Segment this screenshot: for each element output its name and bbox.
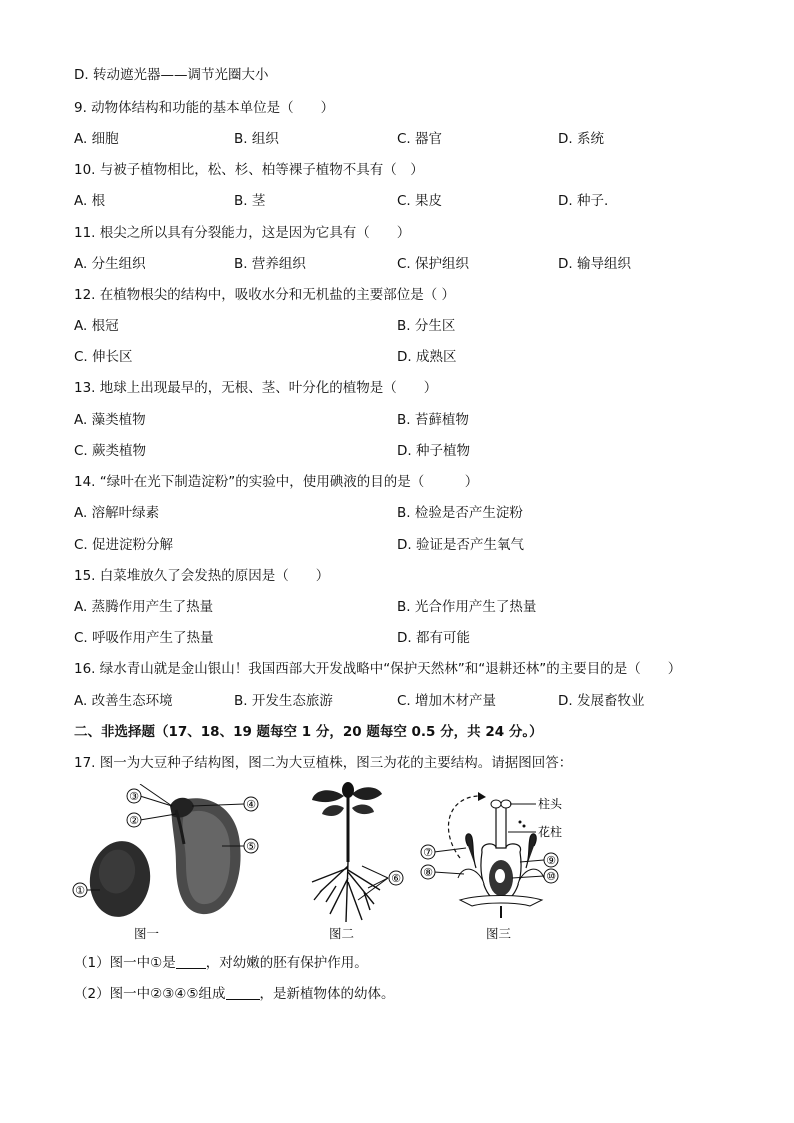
q16-option-c: C. 增加木材产量 [397, 693, 497, 709]
fig3-label-9: ⑨ [546, 854, 556, 867]
q9-stem: 9. 动物体结构和功能的基本单位是（ ） [74, 100, 335, 116]
q11-option-c: C. 保护组织 [397, 256, 470, 272]
section2-heading: 二、非选择题（17、18、19 题每空 1 分，20 题每空 0.5 分，共 24 分。） [74, 724, 543, 740]
q13-option-d: D. 种子植物 [397, 443, 470, 459]
figure-1-caption: 图一 [134, 926, 160, 941]
q17-sub1-blank[interactable] [176, 956, 206, 969]
q16-option-b: B. 开发生态旅游 [234, 693, 333, 709]
fig1-label-3: ③ [129, 790, 139, 803]
fig3-label-7: ⑦ [423, 846, 433, 859]
q12-option-a: A. 根冠 [74, 318, 119, 334]
q13-stem: 13. 地球上出现最早的，无根、茎、叶分化的植物是（ ） [74, 380, 438, 396]
q9-option-a: A. 细胞 [74, 131, 119, 147]
q17-stem: 17. 图一为大豆种子结构图，图二为大豆植株，图三为花的主要结构。请据图回答： [74, 755, 573, 771]
figure-1-seed [72, 784, 272, 924]
q16-option-d: D. 发展畜牧业 [558, 693, 645, 709]
q10-option-d: D. 种子. [558, 193, 609, 209]
q12-stem: 12. 在植物根尖的结构中，吸收水分和无机盐的主要部位是（ ） [74, 287, 456, 303]
q11-option-b: B. 营养组织 [234, 256, 306, 272]
q10-option-b: B. 茎 [234, 193, 266, 209]
q9-option-d: D. 系统 [558, 131, 604, 147]
q11-option-d: D. 输导组织 [558, 256, 631, 272]
fig2-label-6: ⑥ [391, 872, 401, 885]
q17-sub2 [74, 985, 395, 1003]
q14-option-a: A. 溶解叶绿素 [74, 505, 160, 521]
q15-option-a: A. 蒸腾作用产生了热量 [74, 599, 214, 615]
q13-option-b: B. 苔藓植物 [397, 412, 469, 428]
q10-option-a: A. 根 [74, 193, 106, 209]
q14-stem: 14. “绿叶在光下制造淀粉”的实验中，使用碘液的目的是（ ） [74, 474, 479, 490]
q14-option-d: D. 验证是否产生氧气 [397, 537, 524, 553]
q12-option-b: B. 分生区 [397, 318, 456, 334]
q17-sub2-after: ，是新植物体的幼体。 [259, 986, 395, 1002]
q10-option-c: C. 果皮 [397, 193, 443, 209]
fig3-label-10: ⑩ [546, 870, 556, 883]
q9-option-b: B. 组织 [234, 131, 279, 147]
q16-option-a: A. 改善生态环境 [74, 693, 173, 709]
fig3-label-8: ⑧ [423, 866, 433, 879]
q15-option-d: D. 都有可能 [397, 630, 470, 646]
q8-option-d: D. 转动遮光器——调节光圈大小 [74, 67, 269, 83]
fig3-label-stigma: 柱头 [538, 797, 563, 811]
q10-stem: 10. 与被子植物相比，松、杉、柏等裸子植物不具有（ ） [74, 162, 424, 178]
plant-leaf-icon [312, 790, 344, 802]
q12-option-c: C. 伸长区 [74, 349, 133, 365]
q13-option-c: C. 蕨类植物 [74, 443, 147, 459]
q16-stem: 16. 绿水青山就是金山银山！我国西部大开发战略中“保护天然林”和“退耕还林”的主要目的是（ ） [74, 661, 682, 677]
q17-sub1-after: ，对幼嫩的胚有保护作用。 [205, 955, 368, 971]
q17-sub1-before: （1）图一中①是 [74, 955, 176, 971]
q12-option-d: D. 成熟区 [397, 349, 457, 365]
q14-option-c: C. 促进淀粉分解 [74, 537, 174, 553]
fig3-label-style: 花柱 [538, 825, 563, 839]
figure-3-flower [420, 782, 580, 924]
q11-option-a: A. 分生组织 [74, 256, 146, 272]
q13-option-a: A. 藻类植物 [74, 412, 146, 428]
q11-stem: 11. 根尖之所以具有分裂能力，这是因为它具有（ ） [74, 225, 411, 241]
q15-option-c: C. 呼吸作用产生了热量 [74, 630, 214, 646]
q15-option-b: B. 光合作用产生了热量 [397, 599, 537, 615]
fig1-label-1: ① [75, 884, 85, 897]
figure-2-caption: 图二 [329, 926, 355, 941]
q15-stem: 15. 白菜堆放久了会发热的原因是（ ） [74, 568, 330, 584]
fig1-label-5: ⑤ [246, 840, 256, 853]
q9-option-c: C. 器官 [397, 131, 443, 147]
q14-option-b: B. 检验是否产生淀粉 [397, 505, 523, 521]
figure-3-caption: 图三 [486, 926, 512, 941]
fig1-label-2: ② [129, 814, 139, 827]
q17-sub2-before: （2）图一中②③④⑤组成 [74, 986, 226, 1002]
fig1-label-4: ④ [246, 798, 256, 811]
q17-sub1 [74, 954, 368, 972]
q17-sub2-blank[interactable] [226, 987, 260, 1000]
figure-2-plant [300, 782, 410, 924]
